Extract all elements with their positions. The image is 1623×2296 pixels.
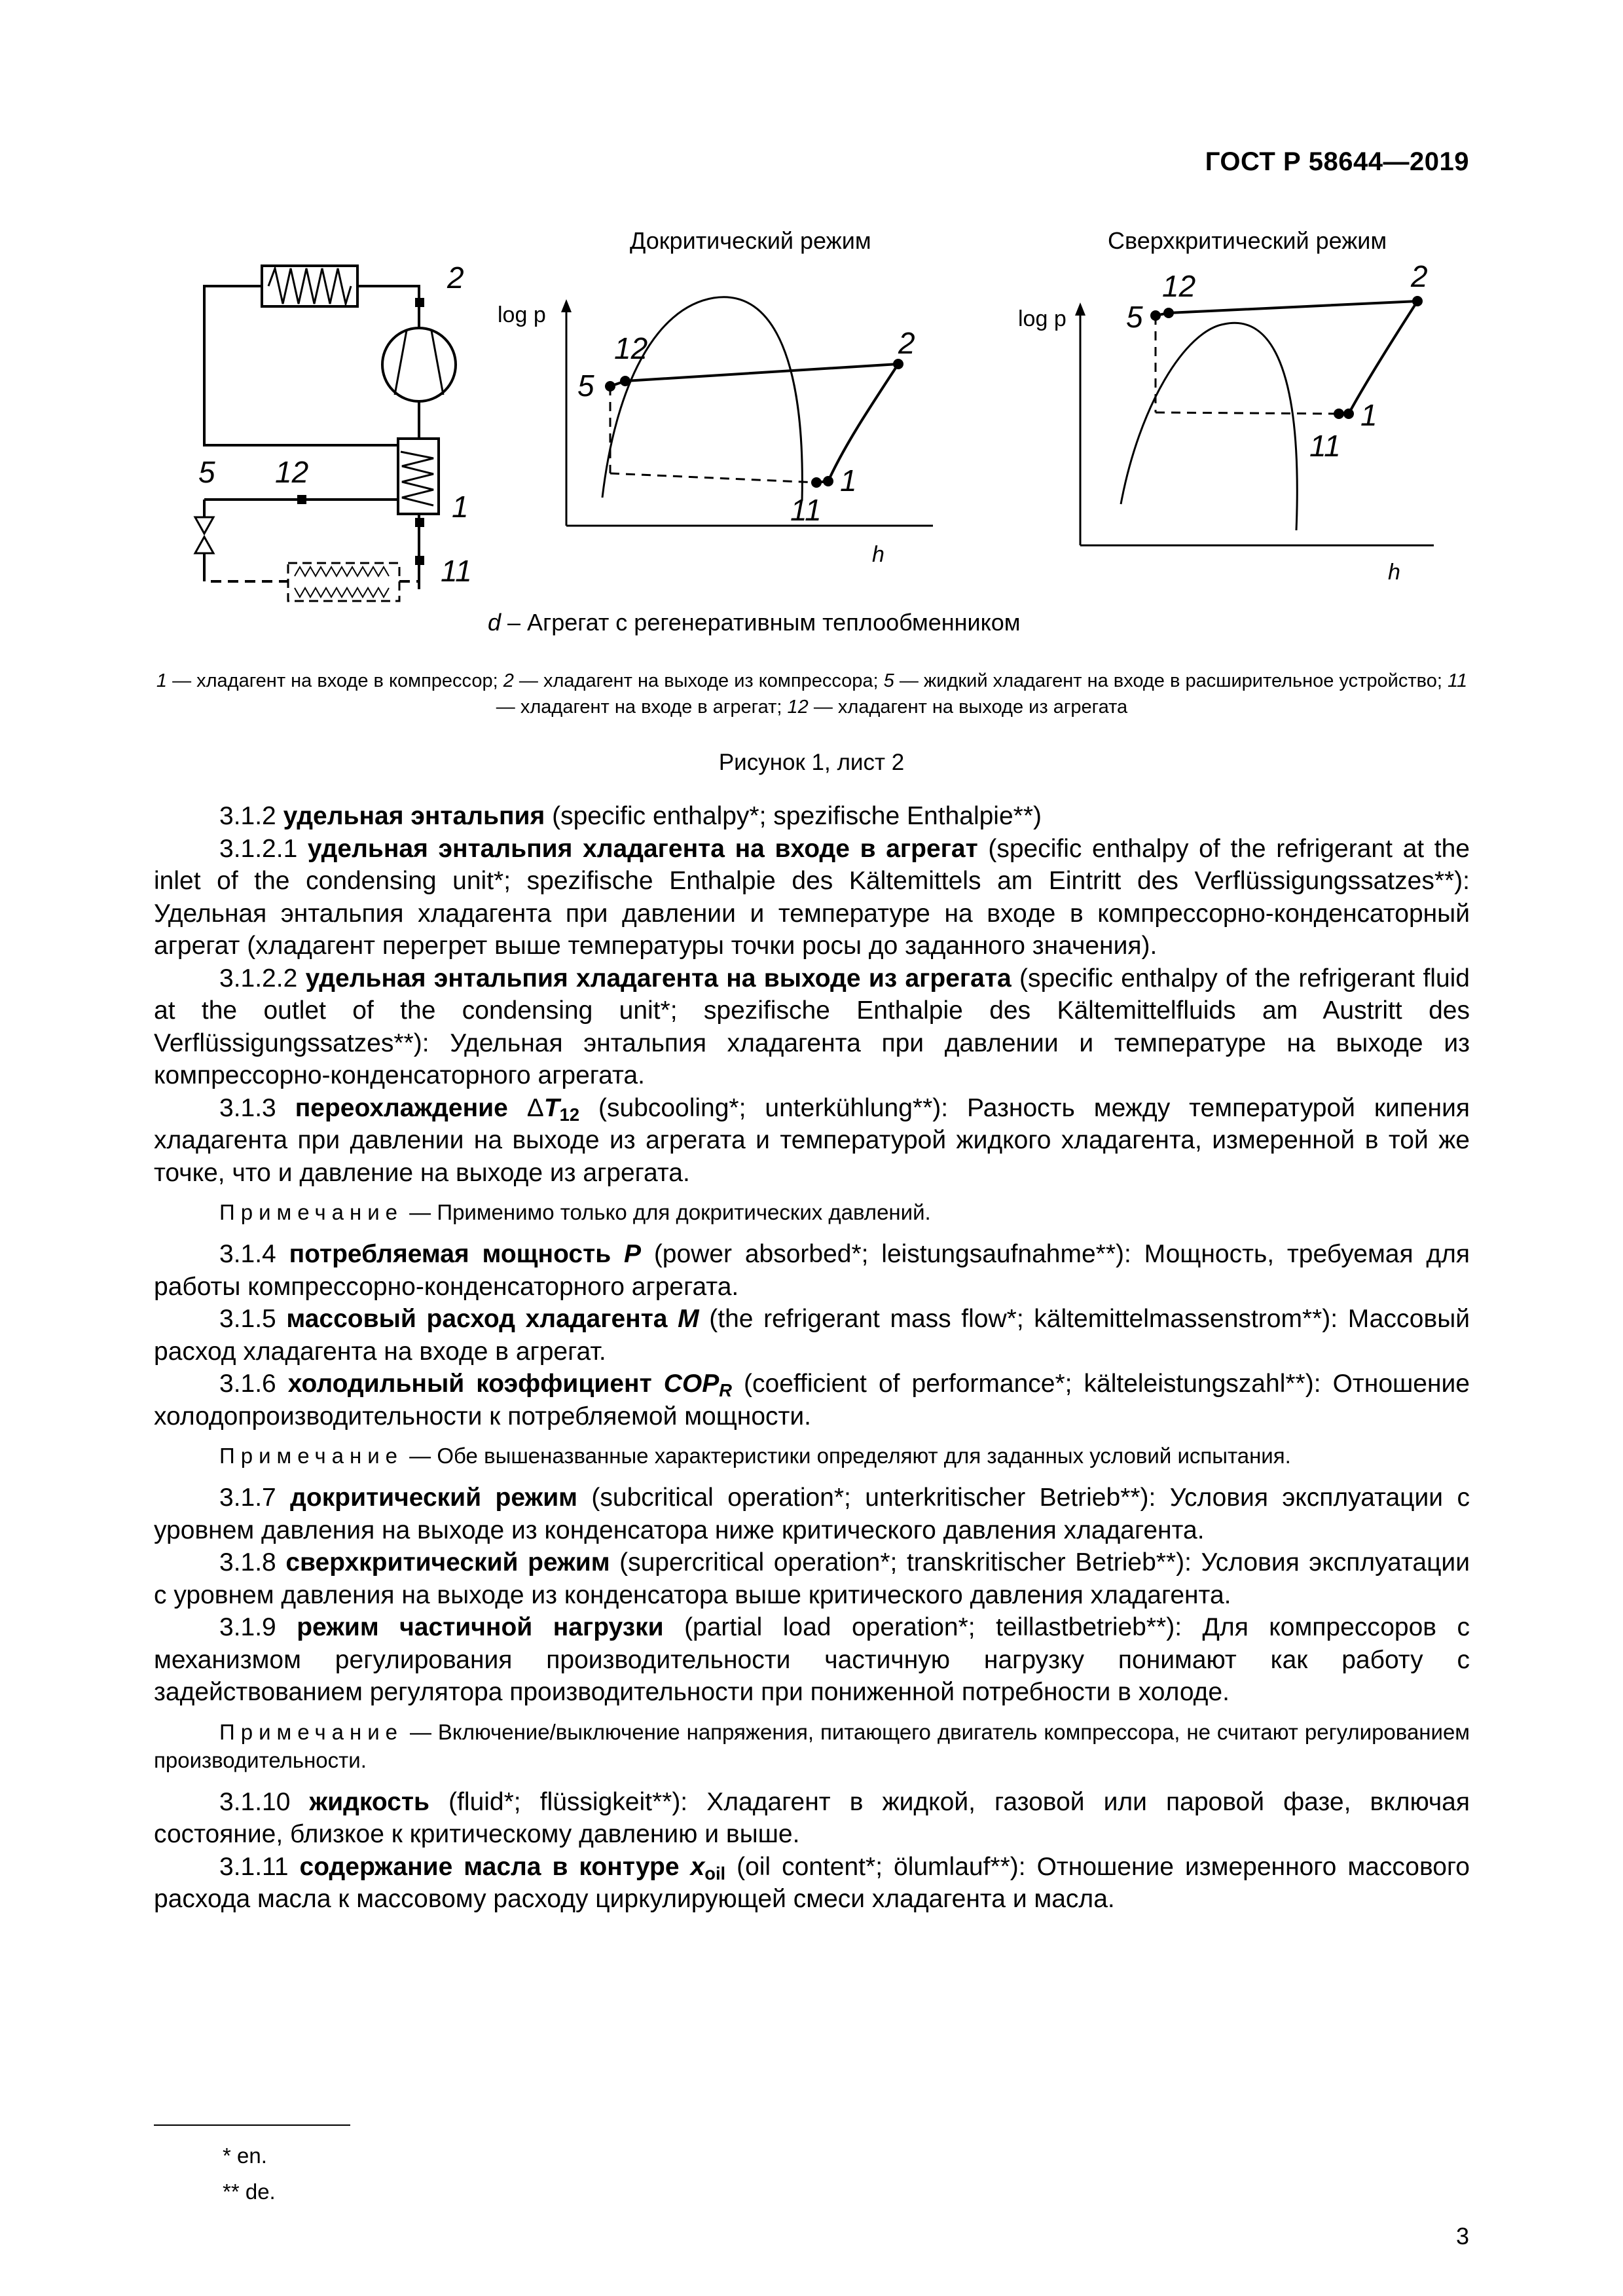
legend-text: — хладагент на выходе из компрессора; [513,670,884,691]
term: докритический режим [290,1484,578,1512]
term: сверхкритический режим [285,1548,610,1576]
supercritical-label-11: 11 [1309,429,1341,463]
subcritical-label-2: 2 [898,326,915,360]
supercritical-saturation-dome [1121,323,1297,530]
definition-text: (partial load operation*; teillastbetrieb**): Для компрессоров с механизмом регулирования производительности частичную нагрузку понимают как работу с задействованием регулятора производительности при пониженной потребности в холоде. [154,1613,1470,1706]
definition-3-1-2-1 [154,833,1470,962]
figure-legend [154,668,1470,720]
definition-3-1-6 [154,1368,1470,1432]
figure-title: Рисунок 1, лист 2 [718,750,905,775]
figure-1-diagrams [0,0,1623,629]
definition-text: (specific enthalpy*; spezifische Enthalpie**) [545,802,1042,830]
term: жидкость [309,1787,429,1816]
supercritical-cycle [1156,301,1417,414]
supercritical-label-5: 5 [1126,300,1143,334]
clause-number: 3.1.9 [219,1613,297,1641]
supercritical-label-1: 1 [1360,398,1377,432]
term: массовый расход хладагента [286,1305,678,1333]
subcritical-label-5: 5 [577,369,594,403]
legend-num: 5 [883,670,894,691]
term: потребляемая мощность [289,1240,624,1268]
definition-text: (subcritical operation*; unterkritischer Betrieb**): Условия эксплуатации с уровнем давления на выходе из конденсатора ниже критического давления хладагента. [154,1484,1470,1544]
document-header: ГОСТ Р 58644—2019 [1205,147,1469,176]
supercritical-label-12: 12 [1162,269,1196,303]
definition-text: (supercritical operation*; transkritischer Betrieb**): Условия эксплуатации с уровнем давления на выходе из конденсатора выше критического давления хладагента. [154,1548,1470,1609]
supercritical-y-label: log p [1018,306,1067,331]
legend-num: 12 [787,697,809,718]
symbol: M [678,1305,699,1333]
legend-num: 1 [156,670,168,691]
note-2 [154,1442,1470,1470]
note-3 [154,1718,1470,1774]
footnote-de: ** de. [223,2179,276,2204]
clause-number: 3.1.2.2 [219,964,306,993]
schematic-label-1: 1 [452,490,469,524]
legend-text: — хладагент на выходе из агрегата [808,697,1128,718]
subcritical-y-label: log p [498,302,546,327]
footnote-separator [154,2124,350,2126]
page-number: 3 [1455,2223,1469,2250]
subcritical-label-11: 11 [790,493,822,527]
clause-number: 3.1.7 [219,1484,291,1512]
definition-3-1-2 [154,800,1470,833]
subcritical-saturation-dome [602,297,802,501]
legend-text: — хладагент на входе в агрегат; [496,697,788,718]
clause-number: 3.1.6 [219,1370,288,1398]
clause-number: 3.1.2.1 [219,834,308,863]
schematic-label-2: 2 [447,261,464,295]
definition-text: (the refrigerant mass flow*; kältemittelmassenstrom**): Массовый расход хладагента на входе в агрегат. [154,1305,1470,1366]
term: холодильный коэффициент [287,1370,664,1398]
definition-3-1-2-2 [154,962,1470,1092]
definition-text: (subcooling*; unterkühlung**): Разность между температурой кипения хладагента при давлении на выходе из агрегата и температурой жидкого хладагента, измеренной в той же точке, что и давление на выходе из агрегата. [154,1093,1470,1187]
definition-3-1-10 [154,1786,1470,1851]
clause-number: 3.1.11 [219,1852,300,1881]
note-text: — Обе вышеназванные характеристики определяют для заданных условий испытания. [403,1444,1291,1468]
clause-number: 3.1.3 [219,1093,295,1122]
clause-number: 3.1.4 [219,1240,289,1268]
symbol: COP [663,1370,720,1398]
term: удельная энтальпия хладагента на выходе из агрегата [305,964,1012,993]
note-text: — Включение/выключение напряжения, питающего двигатель компрессора, не считают регулированием производительности. [154,1719,1470,1772]
term: удельная энтальпия [283,802,545,830]
subcritical-title: Докритический режим [630,227,871,254]
clause-number: 3.1.10 [219,1787,310,1816]
term: режим частичной нагрузки [297,1613,664,1641]
definition-text: (fluid*; flüssigkeit**): Хладагент в жидкой, газовой или паровой фазе, включая состояние, близкое к критическому давлению и выше. [154,1787,1470,1848]
definition-3-1-7 [154,1482,1470,1546]
legend-num: 11 [1448,670,1468,691]
term: переохлаждение [295,1093,527,1122]
symbol-subscript: 12 [559,1104,580,1125]
supercritical-y-arrow [1075,302,1085,316]
supercritical-label-2: 2 [1411,259,1428,293]
definition-3-1-11 [154,1851,1470,1916]
definition-text: (specific enthalpy of the refrigerant fluid at the outlet of the condensing unit*; spezifische Enthalpie des Kältemittelfluids am Austritt des Verflüssigungssatzes**): Удельная энтальпия хладагента при давлении и температуре на выходе из компрессорно-конденсаторного агрегата. [154,964,1470,1089]
note-label: Примечание [219,1200,404,1224]
definition-3-1-9 [154,1611,1470,1709]
subcritical-label-12: 12 [614,331,648,365]
caption-letter: d [488,609,501,636]
definition-text: (power absorbed*; leistungsaufnahme**): Мощность, требуемая для работы компрессорно-конденсаторного агрегата. [154,1240,1470,1301]
schematic-label-11: 11 [441,554,472,588]
caption-text: – Агрегат с регенеративным теплообменником [501,609,1021,636]
symbol-delta: Δ [526,1093,544,1122]
schematic-label-12: 12 [275,455,309,489]
footnotes [223,2138,276,2210]
definition-text: (oil content*; ölumlauf**): Отношение измеренного массового расхода масла к массовому расходу циркулирующей смеси хладагента и масла. [154,1852,1470,1913]
legend-text: — хладагент на входе в компрессор; [167,670,503,691]
document-body [154,800,1470,1916]
note-1 [154,1198,1470,1226]
figure-caption [488,609,1077,636]
subcritical-x-label: h [872,542,884,567]
unit-schematic [195,266,456,601]
symbol: P [624,1240,642,1268]
clause-number: 3.1.5 [219,1305,287,1333]
supercritical-x-label: h [1388,560,1400,585]
subcritical-y-arrow [561,299,572,312]
symbol: T [543,1093,560,1122]
clause-number: 3.1.8 [219,1548,286,1576]
term: удельная энтальпия хладагента на входе в агрегат [307,834,978,863]
symbol-subscript: oil [704,1863,726,1884]
definition-3-1-8 [154,1546,1470,1611]
clause-number: 3.1.2 [219,802,283,830]
symbol: x [690,1852,705,1881]
definition-3-1-4 [154,1238,1470,1303]
subcritical-dashed-lines [610,386,816,483]
supercritical-dashed-lines [1156,316,1339,414]
footnote-en: * en. [223,2143,267,2168]
supercritical-axes [1080,311,1434,545]
note-label: Примечание [219,1444,404,1468]
definition-3-1-5 [154,1303,1470,1368]
term: содержание масла в контуре [299,1852,691,1881]
supercritical-title: Сверхкритический режим [1108,227,1387,254]
subcritical-label-1: 1 [840,464,857,498]
schematic-label-5: 5 [198,455,215,489]
legend-num: 2 [503,670,514,691]
definition-text: (specific enthalpy of the refrigerant at the inlet of the condensing unit*; spezifische Enthalpie des Kältemittels am Eintritt des Verflüssigungssatzes**): Удельная энтальпия хладагента при давлении и температуре на входе в компрессорно-конденсаторный агрегат (хладагент перегрет выше температуры точки росы до заданного значения). [154,834,1470,960]
note-label: Примечание [219,1719,404,1744]
note-text: — Применимо только для докритических давлений. [403,1200,931,1224]
symbol-subscript: R [719,1379,732,1400]
definition-3-1-3 [154,1092,1470,1190]
definition-text: (coefficient of performance*; kälteleistungszahl**): Отношение холодопроизводительности к потребляемой мощности. [154,1370,1470,1430]
legend-text: — жидкий хладагент на входе в расширительное устройство; [894,670,1448,691]
